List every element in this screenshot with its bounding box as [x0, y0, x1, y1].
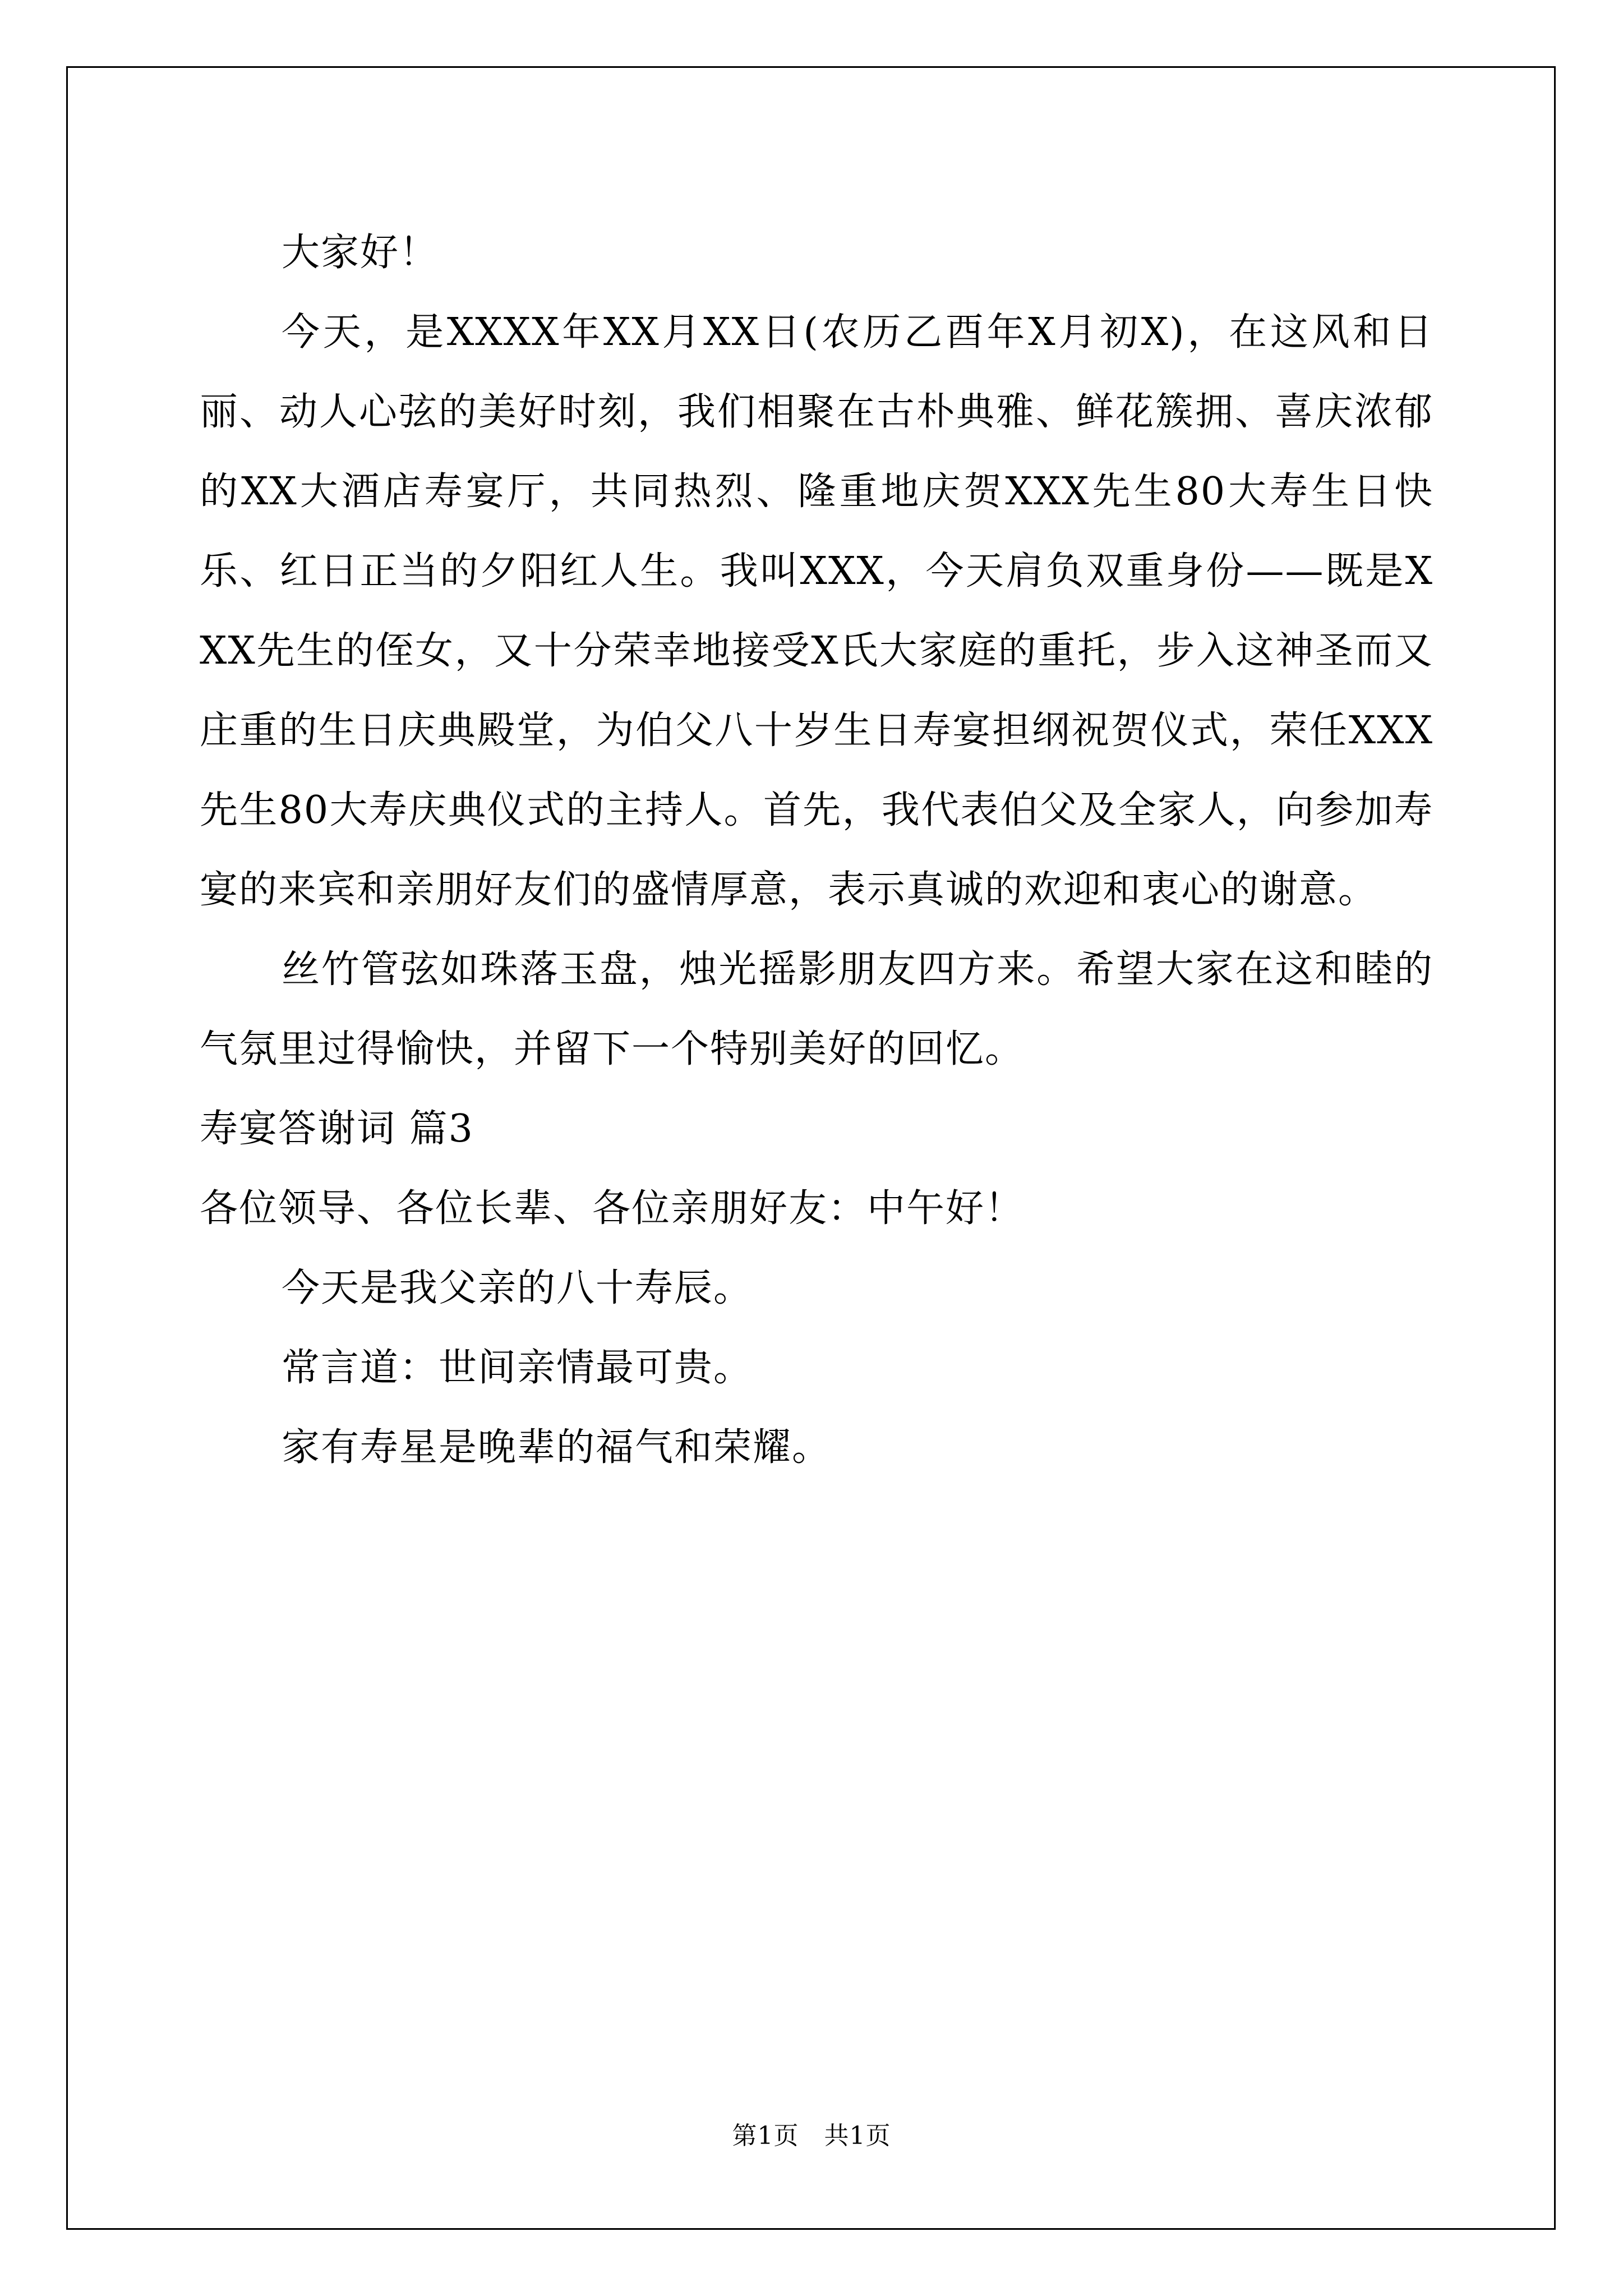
saying-paragraph: 常言道：世间亲情最可贵。 [282, 1346, 753, 1390]
salutation-paragraph: 各位领导、各位长辈、各位亲朋好友：中午好！ [200, 1186, 1025, 1231]
document-body [200, 213, 1433, 1488]
wish-paragraph: 丝竹管弦如珠落玉盘，烛光摇影朋友四方来。希望大家在这和睦的气氛里过得愉快，并留下一个特别美好的回忆。 [200, 947, 1433, 1071]
section-heading: 寿宴答谢词 篇3 [200, 1107, 474, 1151]
opening-paragraph: 今天，是XXXX年XX月XX日(农历乙酉年X月初X)，在这风和日丽、动人心弦的美好时刻，我们相聚在古朴典雅、鲜花簇拥、喜庆浓郁的XX大酒店寿宴厅，共同热烈、隆重地庆贺XXX先生80大寿生日快乐、红日正当的夕阳红人生。我叫XXX，今天肩负双重身份——既是XXX先生的侄女，又十分荣幸地接受X氏大家庭的重托，步入这神圣而又庄重的生日庆典殿堂，为伯父八十岁生日寿宴担纲祝贺仪式，荣任XXX先生80大寿庆典仪式的主持人。首先，我代表伯父及全家人，向参加寿宴的来宾和亲朋好友们的盛情厚意，表示真诚的欢迎和衷心的谢意。 [200, 310, 1433, 912]
honor-paragraph: 家有寿星是晚辈的福气和荣耀。 [282, 1425, 832, 1470]
birthday-paragraph: 今天是我父亲的八十寿辰。 [282, 1266, 753, 1310]
page-footer: 第1页 共1页 [732, 2122, 891, 2150]
greeting-paragraph: 大家好！ [282, 231, 439, 275]
